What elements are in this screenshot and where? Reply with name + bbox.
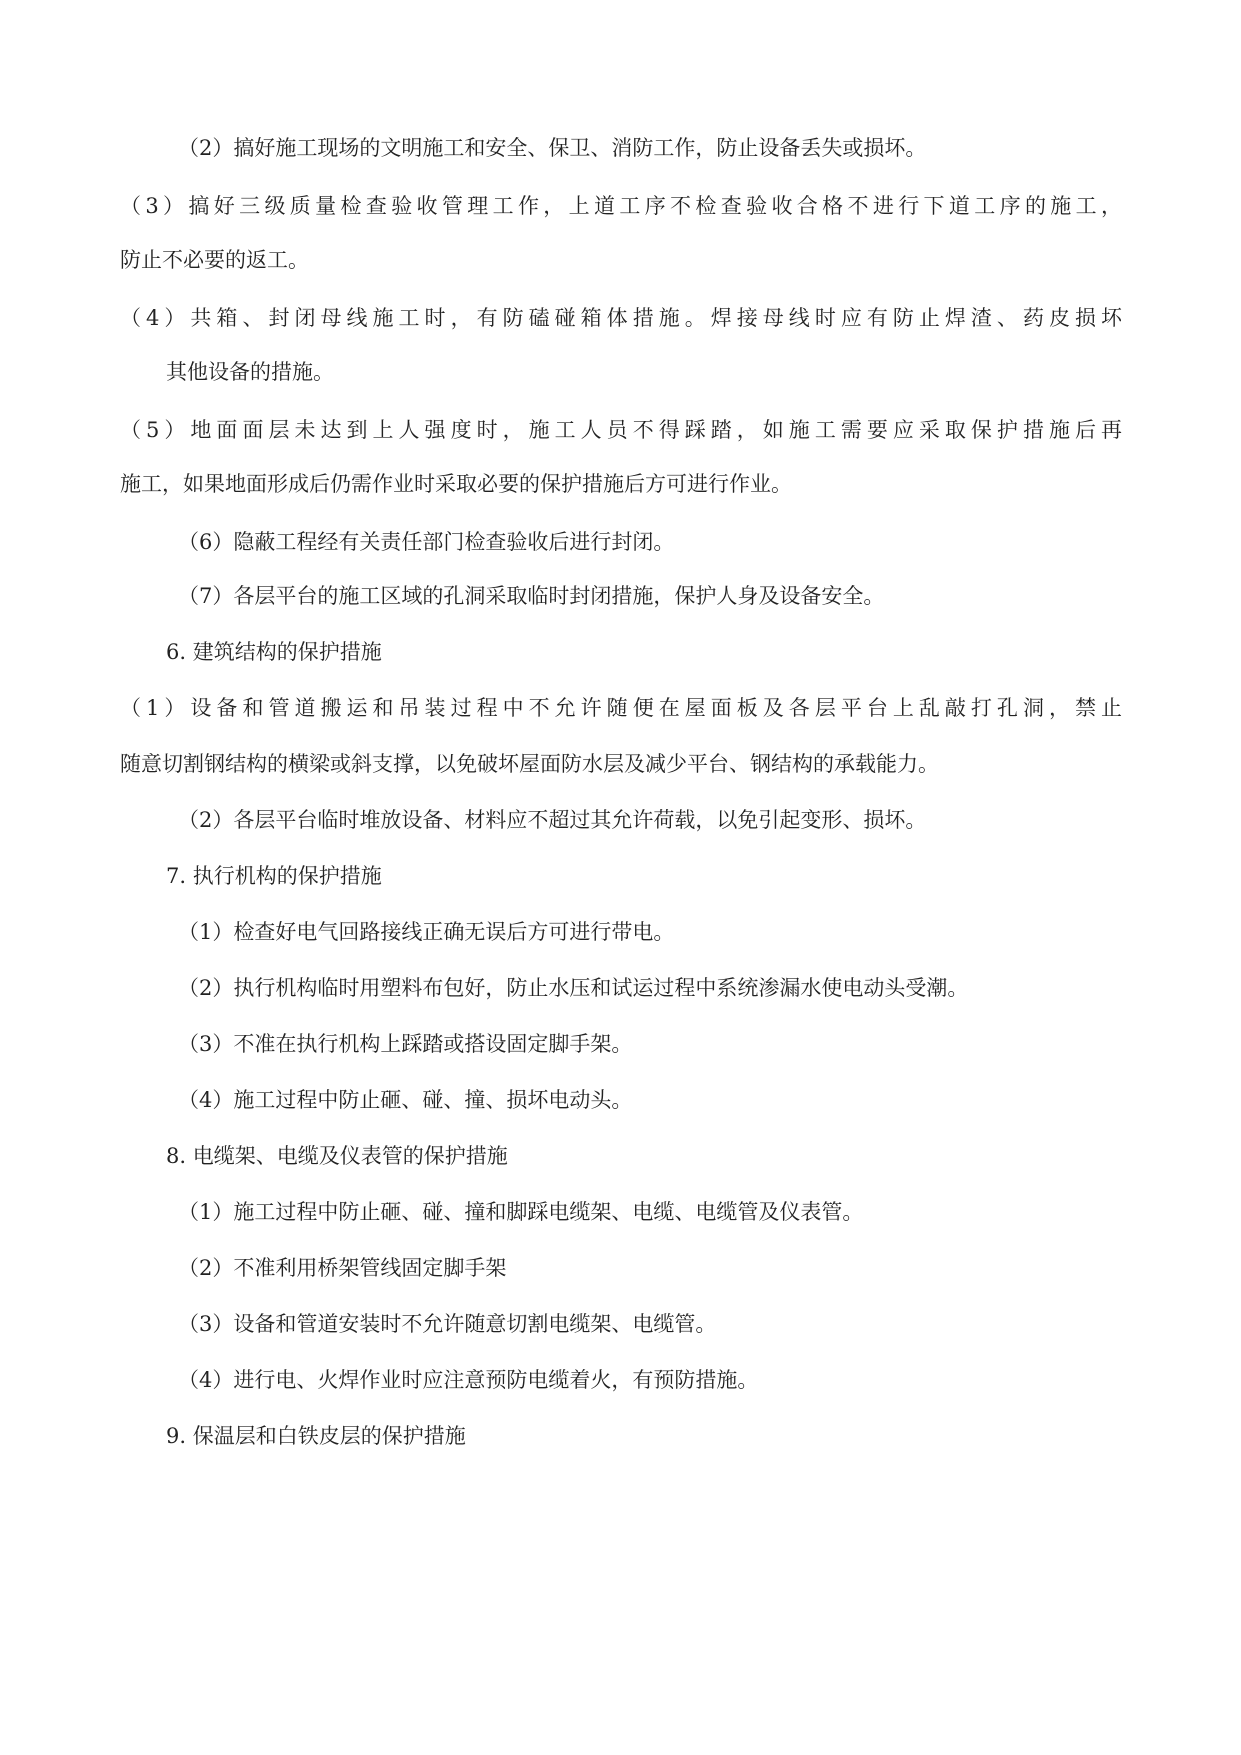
paragraph-line: 防止不必要的返工。 — [120, 248, 309, 272]
paragraph-line: （1）设备和管道搬运和吊装过程中不允许随便在屋面板及各层平台上乱敲打孔洞，禁止 — [120, 696, 1122, 720]
section-heading: 7. 执行机构的保护措施 — [166, 864, 382, 888]
paragraph-line: （4）进行电、火焊作业时应注意预防电缆着火，有预防措施。 — [178, 1368, 759, 1392]
paragraph-line: （2）各层平台临时堆放设备、材料应不超过其允许荷载，以免引起变形、损坏。 — [178, 808, 927, 832]
paragraph-line: （3）不准在执行机构上踩踏或搭设固定脚手架。 — [178, 1032, 633, 1056]
paragraph-line: （2）不准利用桥架管线固定脚手架 — [178, 1256, 507, 1280]
paragraph-line: （3）设备和管道安装时不允许随意切割电缆架、电缆管。 — [178, 1312, 717, 1336]
paragraph-line: （1）施工过程中防止砸、碰、撞和脚踩电缆架、电缆、电缆管及仪表管。 — [178, 1200, 864, 1224]
paragraph-line: （7）各层平台的施工区域的孔洞采取临时封闭措施，保护人身及设备安全。 — [178, 584, 885, 608]
paragraph-line: 随意切割钢结构的横梁或斜支撑，以免破坏屋面防水层及减少平台、钢结构的承载能力。 — [120, 752, 939, 776]
paragraph-line: 施工，如果地面形成后仍需作业时采取必要的保护措施后方可进行作业。 — [120, 472, 792, 496]
paragraph-line: （6）隐蔽工程经有关责任部门检查验收后进行封闭。 — [178, 530, 675, 554]
paragraph-line: （3）搞好三级质量检查验收管理工作，上道工序不检查验收合格不进行下道工序的施工， — [120, 194, 1122, 218]
section-heading: 9. 保温层和白铁皮层的保护措施 — [166, 1424, 466, 1448]
paragraph-line: （2）执行机构临时用塑料布包好，防止水压和试运过程中系统渗漏水使电动头受潮。 — [178, 976, 969, 1000]
section-heading: 8. 电缆架、电缆及仪表管的保护措施 — [166, 1144, 508, 1168]
paragraph-line: （4）施工过程中防止砸、碰、撞、损坏电动头。 — [178, 1088, 633, 1112]
paragraph-line: （4）共箱、封闭母线施工时，有防磕碰箱体措施。焊接母线时应有防止焊渣、药皮损坏 — [120, 306, 1122, 330]
paragraph-line: （5）地面面层未达到上人强度时，施工人员不得踩踏，如施工需要应采取保护措施后再 — [120, 418, 1122, 442]
paragraph-line: 其他设备的措施。 — [166, 360, 334, 384]
section-heading: 6. 建筑结构的保护措施 — [166, 640, 382, 664]
paragraph-line: （1）检查好电气回路接线正确无误后方可进行带电。 — [178, 920, 675, 944]
paragraph-line: （2）搞好施工现场的文明施工和安全、保卫、消防工作，防止设备丢失或损坏。 — [178, 136, 927, 160]
